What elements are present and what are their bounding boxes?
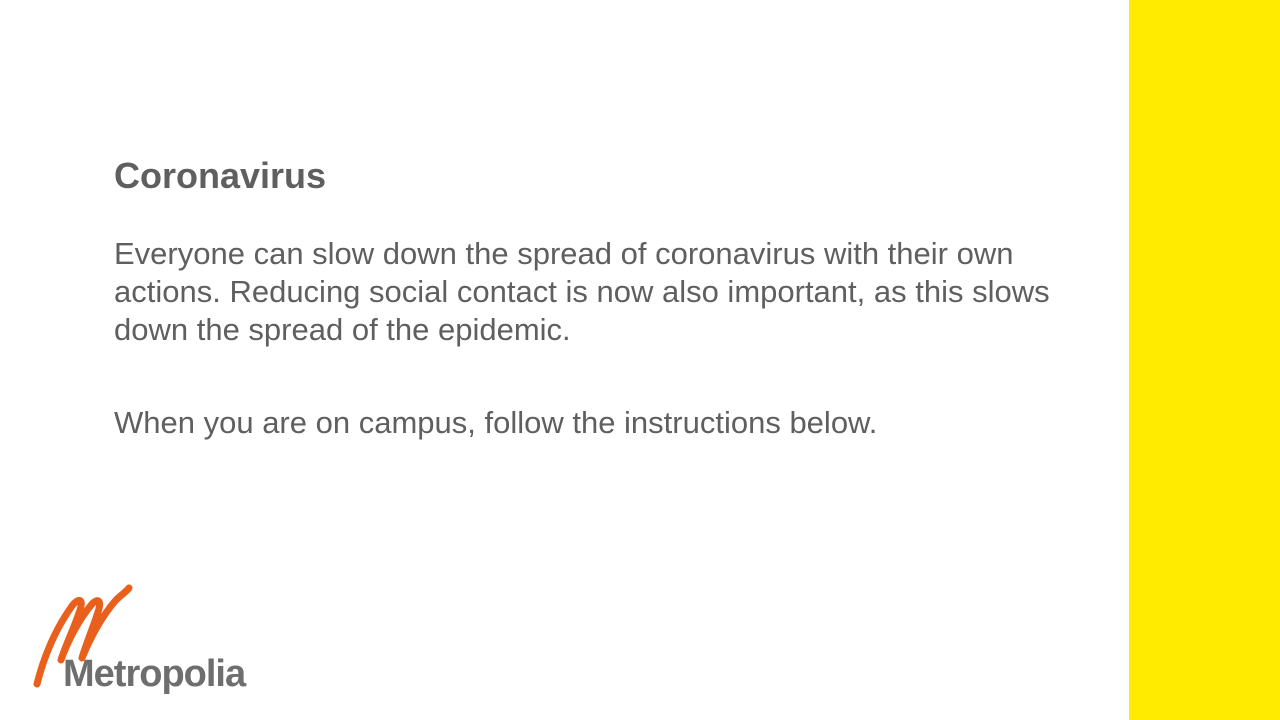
logo-text: Metropolia [63,653,246,695]
slide-title: Coronavirus [114,155,327,196]
body-paragraph-2: When you are on campus, follow the instructions below. [114,405,878,440]
metropolia-logo [30,584,250,700]
body-paragraph-1: Everyone can slow down the spread of coronavirus with their own actions. Reducing social contact is now also important, as this slows down the spread of the epidemic. [114,236,1050,347]
accent-bar [1129,0,1280,720]
